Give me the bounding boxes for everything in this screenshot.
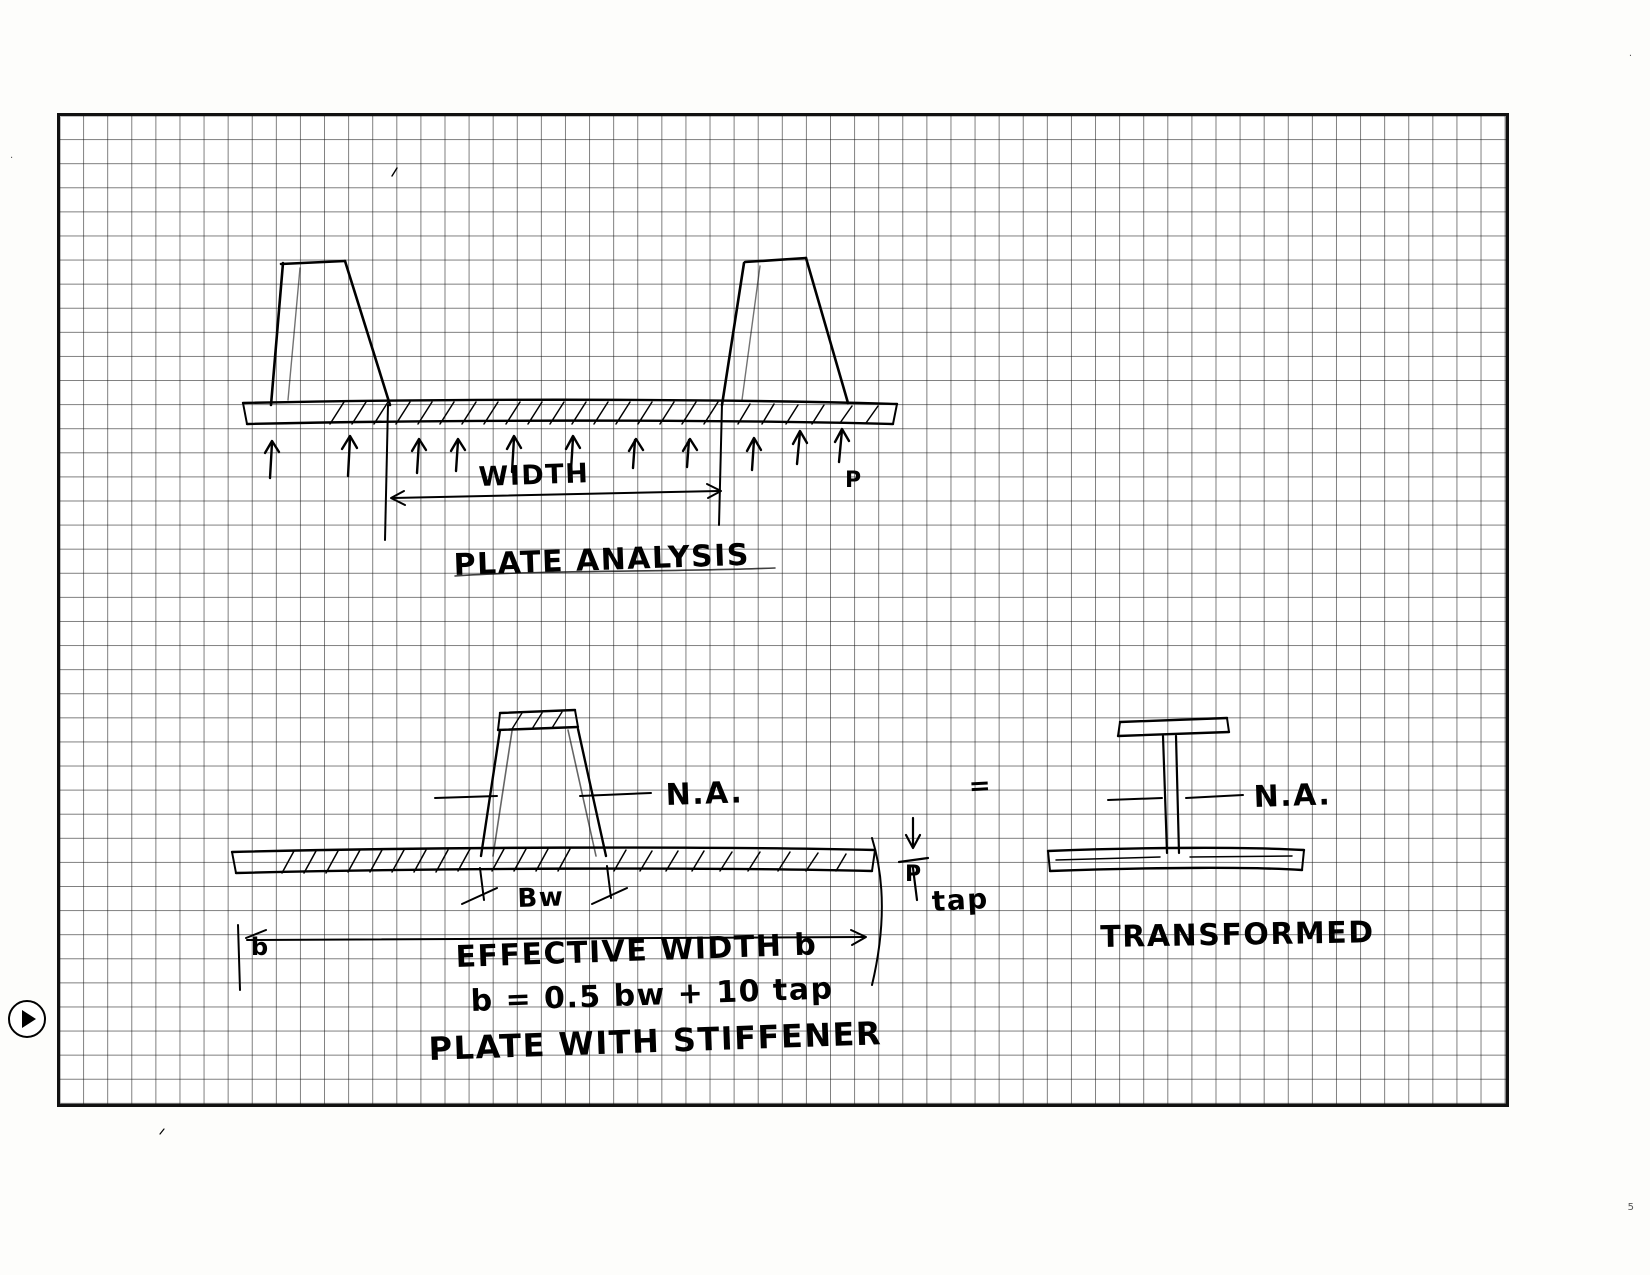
label-pressure-mid: P — [905, 862, 923, 887]
play-marker-button[interactable] — [8, 1000, 46, 1038]
corner-mark-bottom-right: 5 — [1627, 1202, 1634, 1213]
label-na-middle: N.A. — [665, 775, 744, 813]
corner-mark-top-right: . — [1628, 48, 1632, 59]
stray-mark-2 — [160, 1129, 164, 1134]
play-triangle-icon — [22, 1010, 36, 1028]
label-formula: b = 0.5 bw + 10 tap — [470, 971, 835, 1019]
title-transformed: TRANSFORMED — [1100, 915, 1375, 955]
title-plate-stiffener: PLATE WITH STIFFENER — [428, 1014, 883, 1068]
label-effective-width: EFFECTIVE WIDTH b — [455, 927, 818, 975]
label-pressure-top: P — [845, 468, 863, 493]
label-bw: Bw — [517, 882, 565, 914]
label-width: WIDTH — [478, 458, 590, 493]
label-equals: = — [968, 770, 993, 802]
title-plate-analysis: PLATE ANALYSIS — [453, 537, 751, 583]
label-na-right: N.A. — [1253, 777, 1332, 815]
corner-mark-bottom-left: . — [10, 150, 14, 161]
label-b-tick: b — [251, 933, 270, 961]
label-tap: tap — [931, 882, 990, 918]
